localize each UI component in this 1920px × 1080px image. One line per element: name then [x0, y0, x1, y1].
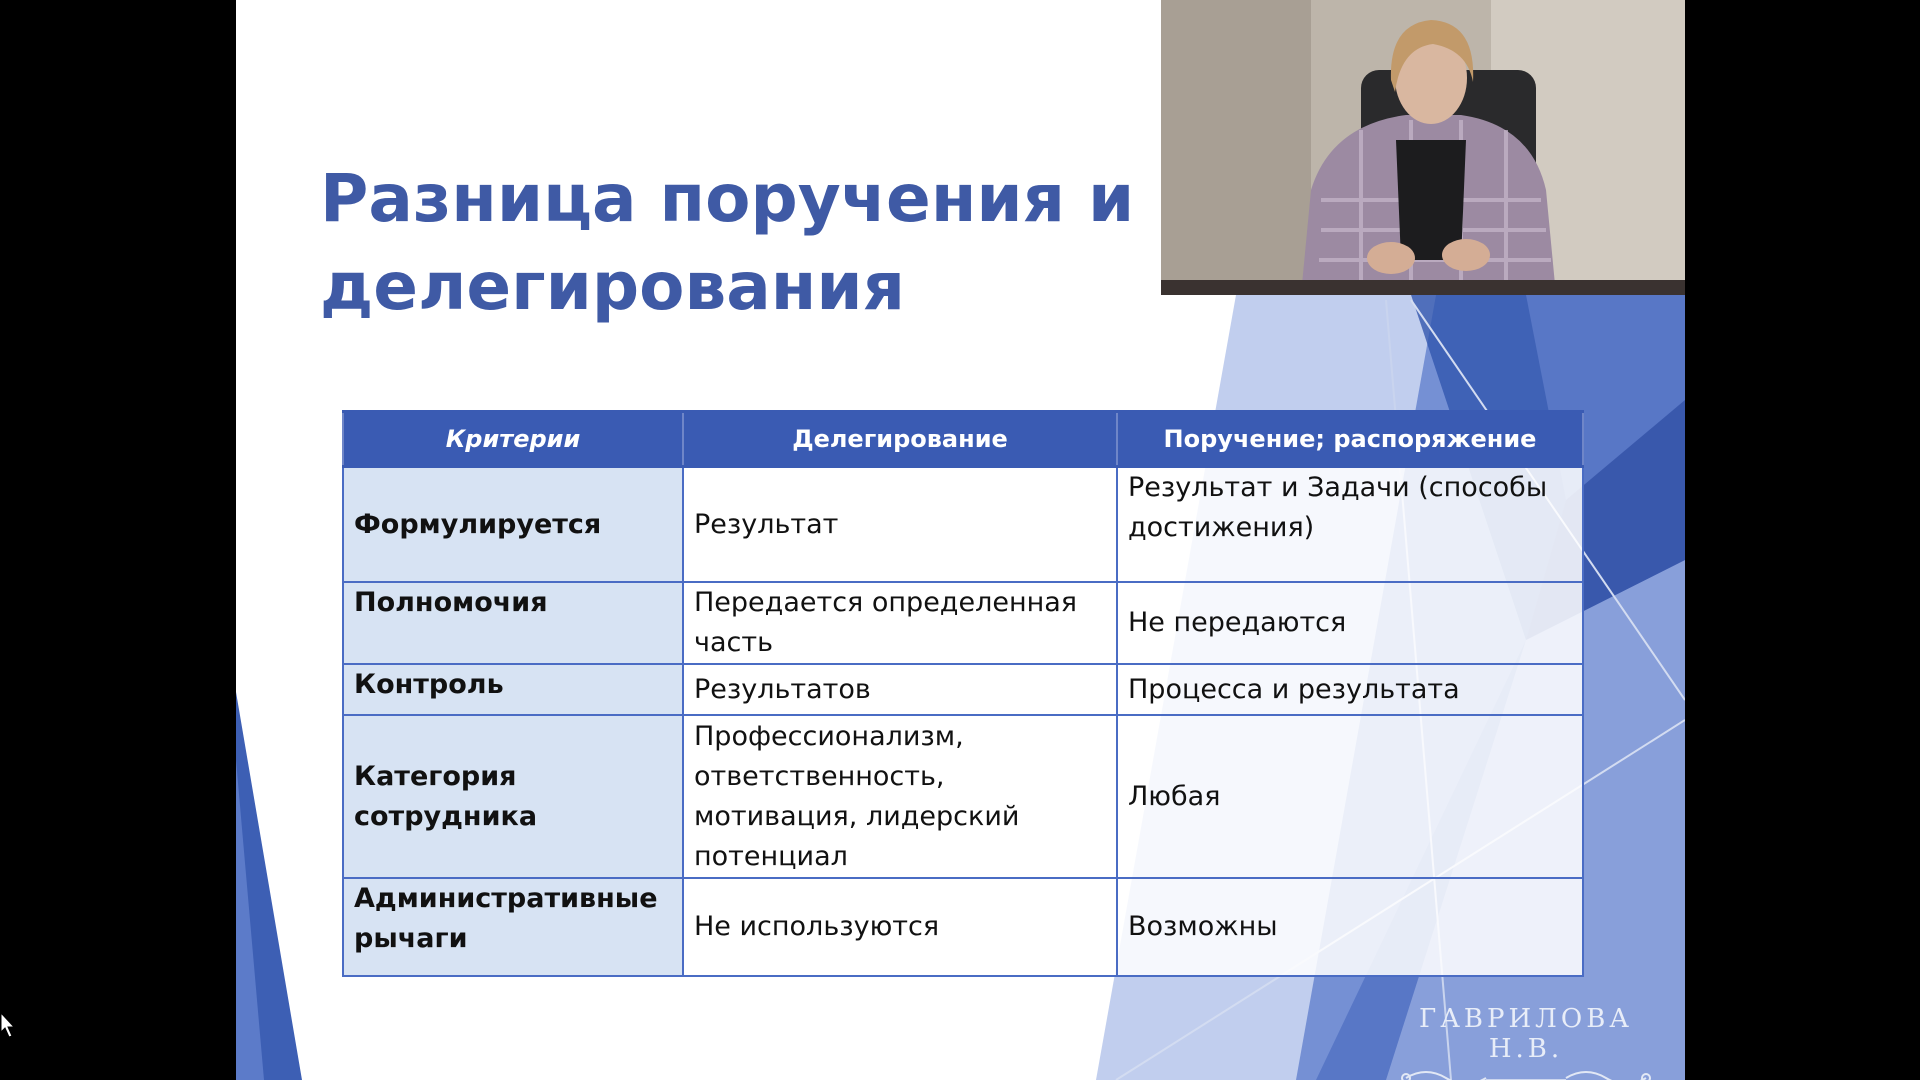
- slide-title-line-2: делегирования: [320, 248, 906, 325]
- header-criteria: Критерии: [343, 412, 683, 467]
- presenter-webcam: [1161, 0, 1685, 295]
- table-row: [343, 715, 1583, 878]
- delegation-cell: Результатов: [683, 664, 1117, 715]
- comparison-table: [342, 410, 1584, 977]
- order-cell: Любая: [1117, 715, 1583, 878]
- criterion-cell: Полномочия: [343, 582, 683, 664]
- table-row: [343, 664, 1583, 715]
- criterion-cell: Категория сотрудника: [343, 715, 683, 878]
- criterion-cell: Контроль: [343, 664, 683, 715]
- delegation-cell: Передается определенная часть: [683, 582, 1117, 664]
- delegation-cell: Профессионализм, ответственность, мотивация, лидерский потенциал: [683, 715, 1117, 878]
- order-cell: Возможны: [1117, 878, 1583, 976]
- order-cell: Процесса и результата: [1117, 664, 1583, 715]
- order-cell: Не передаются: [1117, 582, 1583, 664]
- brand-logo: [1376, 1004, 1676, 1076]
- presenter-hand-right: [1442, 239, 1490, 271]
- criterion-cell: Формулируется: [343, 467, 683, 583]
- header-order: Поручение; распоряжение: [1117, 412, 1583, 467]
- brand-flourish-icon: [1396, 1066, 1656, 1080]
- presenter-hand-left: [1367, 242, 1415, 274]
- table-row: [343, 467, 1583, 583]
- order-cell: Результат и Задачи (способы достижения): [1117, 467, 1583, 583]
- mouse-pointer-icon: [0, 1012, 16, 1038]
- slide-title: [320, 155, 1200, 331]
- table-row: [343, 878, 1583, 976]
- slide-title-line-1: Разница поручения и: [320, 160, 1135, 237]
- header-delegation: Делегирование: [683, 412, 1117, 467]
- criterion-cell: Административные рычаги: [343, 878, 683, 976]
- table-row: [343, 582, 1583, 664]
- presentation-slide: [236, 0, 1685, 1080]
- table-header-row: [343, 412, 1583, 467]
- presenter-desk: [1161, 280, 1685, 295]
- presenter-video: [1161, 0, 1685, 295]
- delegation-cell: Результат: [683, 467, 1117, 583]
- delegation-cell: Не используются: [683, 878, 1117, 976]
- webcam-wall-shade: [1161, 0, 1311, 295]
- brand-name: ГАВРИЛОВА Н.В.: [1419, 1004, 1633, 1064]
